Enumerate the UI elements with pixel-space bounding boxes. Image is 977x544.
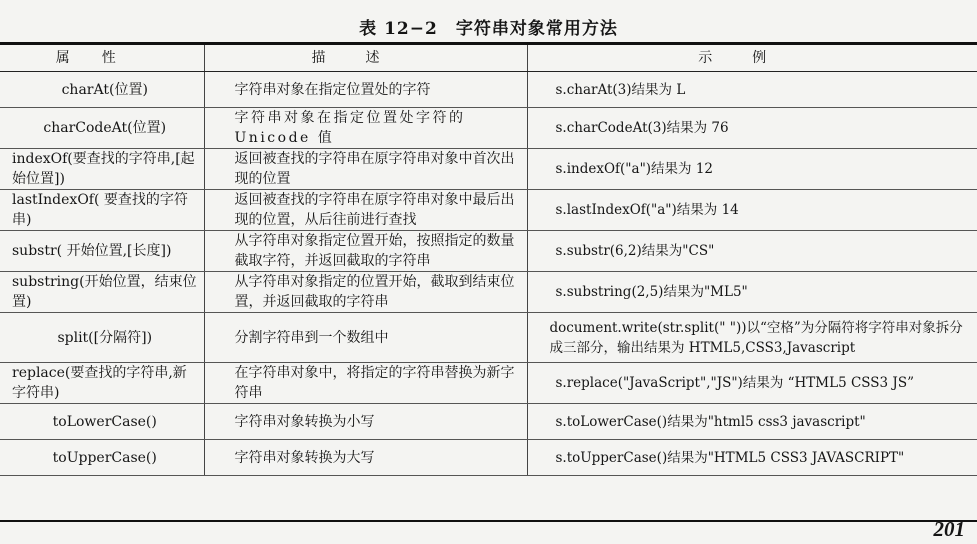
cell-description: 分割字符串到一个数组中 [204, 313, 527, 363]
cell-example: document.write(str.split(" "))以“空格”为分隔符将字符串对象拆分成三部分，输出结果为 HTML5,CSS3,Javascript [527, 313, 977, 363]
table-title: 字符串对象常用方法 [455, 19, 618, 39]
cell-description: 从字符串对象指定的位置开始，截取到结束位置，并返回截取的字符串 [204, 272, 527, 313]
cell-example: s.indexOf("a")结果为 12 [527, 149, 977, 190]
cell-property: toLowerCase() [0, 404, 204, 440]
table-row [0, 363, 977, 404]
string-methods-table [0, 45, 977, 476]
cell-example: s.replace("JavaScript","JS")结果为 “HTML5 CSS3 JS” [527, 363, 977, 404]
cell-description: 字符串对象转换为大写 [204, 440, 527, 476]
cell-property: split([分隔符]) [0, 313, 204, 363]
cell-example: s.substring(2,5)结果为"ML5" [527, 272, 977, 313]
header-example: 示例 [527, 45, 977, 72]
cell-description: 字符串对象在指定位置处字符的Unicode 值 [204, 108, 527, 149]
cell-property: charCodeAt(位置) [0, 108, 204, 149]
cell-description: 从字符串对象指定位置开始，按照指定的数量截取字符，并返回截取的字符串 [204, 231, 527, 272]
table-row [0, 231, 977, 272]
table-bottom-rule [0, 520, 977, 522]
header-description: 描述 [204, 45, 527, 72]
cell-property: replace(要查找的字符串,新字符串) [0, 363, 204, 404]
table-row [0, 149, 977, 190]
cell-property: charAt(位置) [0, 72, 204, 108]
table-row [0, 272, 977, 313]
header-property: 属性 [0, 45, 204, 72]
cell-example: s.charCodeAt(3)结果为 76 [527, 108, 977, 149]
cell-description: 字符串对象转换为小写 [204, 404, 527, 440]
cell-example: s.substr(6,2)结果为"CS" [527, 231, 977, 272]
table-row [0, 72, 977, 108]
table-caption [0, 14, 977, 39]
table-row [0, 313, 977, 363]
cell-description: 返回被查找的字符串在原字符串对象中首次出现的位置 [204, 149, 527, 190]
cell-property: toUpperCase() [0, 440, 204, 476]
table-row [0, 404, 977, 440]
cell-example: s.lastIndexOf("a")结果为 14 [527, 190, 977, 231]
cell-example: s.toLowerCase()结果为"html5 css3 javascript" [527, 404, 977, 440]
table-row [0, 190, 977, 231]
cell-description: 在字符串对象中，将指定的字符串替换为新字符串 [204, 363, 527, 404]
cell-example: s.toUpperCase()结果为"HTML5 CSS3 JAVASCRIPT" [527, 440, 977, 476]
cell-example: s.charAt(3)结果为 L [527, 72, 977, 108]
cell-property: indexOf(要查找的字符串,[起始位置]) [0, 149, 204, 190]
table-row [0, 440, 977, 476]
table-header-row [0, 45, 977, 72]
table-row [0, 108, 977, 149]
cell-description: 字符串对象在指定位置处的字符 [204, 72, 527, 108]
cell-description: 返回被查找的字符串在原字符串对象中最后出现的位置，从后往前进行查找 [204, 190, 527, 231]
cell-property: substr( 开始位置,[长度]) [0, 231, 204, 272]
table-number: 表 12−2 [359, 19, 438, 39]
cell-property: lastIndexOf( 要查找的字符串) [0, 190, 204, 231]
cell-property: substring(开始位置，结束位置) [0, 272, 204, 313]
page-number: 201 [933, 517, 965, 541]
